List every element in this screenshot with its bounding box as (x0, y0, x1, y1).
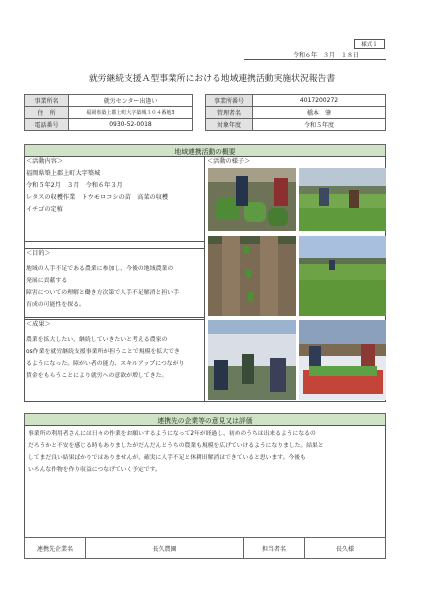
address-value: 福岡県築上郡上町大字築城３０４番地3 (68, 106, 193, 119)
activity-line-1: 福岡県築上郡上町大字築城 (26, 170, 101, 177)
partner-name-label: 連携先企業名 (24, 537, 86, 559)
photo-harvest-crates (299, 320, 386, 400)
office-number-value: 4017200272 (252, 94, 386, 107)
form-number-tag (354, 39, 385, 49)
result-line-2: os作業を就労継続支援事業所が担うことで規模を拡大でき (26, 349, 180, 355)
photo-seedling-rows (208, 236, 296, 316)
activity-content-label: ＜活動内容＞ (26, 158, 64, 165)
activity-line-2: 令和５年2月 ３月 令和６年３月 (26, 182, 123, 189)
page-title: 就労継続支援Ａ型事業所における地域連携活動実施状況報告書 (88, 74, 336, 84)
photo-greenhouse (208, 320, 296, 400)
photos-label: ＜活動の様子＞ (207, 158, 251, 165)
goal-line-3: 障害についての理解と働き方次第で人手不足解消と担い手 (26, 290, 180, 296)
photo-lettuce-harvest (208, 168, 296, 231)
evaluation-line-4: いろんな作物を作り収益につなげていく予定です。 (28, 467, 161, 473)
goal-line-2: 発展に貢献する (26, 278, 68, 284)
evaluation-line-2: だろうかと不安を感じる時もありましたがだんだんとうちの農業も規模を広げていけるようになりました。結果と (28, 443, 324, 449)
result-line-3: るようになった。障がい者の能力、スキルアップにつながり (26, 361, 185, 367)
manager-label: 管理者名 (205, 106, 253, 119)
result-label: ＜成果＞ (26, 321, 51, 328)
goal-line-1: 地域の人手不足である農業に参加し、今後の地域農業の (26, 266, 174, 272)
activity-line-4: イチゴの定植 (26, 206, 63, 213)
contact-name-value: 長久様 (304, 537, 386, 559)
phone-value: 0930-52-0018 (68, 118, 193, 131)
phone-label: 電話番号 (24, 118, 69, 131)
report-date: 令和６年 ３月 １８日 (293, 52, 360, 59)
form-number-text: 様式１ (361, 42, 378, 48)
section-evaluation-heading: 連携先の企業等の意見又は評価 (24, 413, 386, 426)
goal-label: ＜目的＞ (26, 250, 51, 257)
partner-name-value: 長久農園 (85, 537, 244, 559)
year-value: 令和５年度 (252, 118, 386, 131)
evaluation-line-1: 事業所の利用者さんには日々の作業をお願いするようになって2年が経過し、初めのうちは出来るようになるの (28, 431, 316, 437)
evaluation-line-3: してまだ良い結果ばかりではありませんが、確実に人手不足と休耕田解消はできていると思います。今後も (28, 455, 306, 461)
goal-line-4: 育成の可能性を探る。 (26, 302, 85, 308)
manager-value: 橋本 肇 (252, 106, 386, 119)
date-underline (244, 59, 386, 60)
office-name-value: 就労センター出逢い (68, 94, 193, 107)
photo-field-workers (299, 168, 386, 231)
result-line-4: 賃金をもらうことにより就労への意欲が増してきた。 (26, 373, 168, 379)
section-activity-heading: 地域連携活動の概要 (24, 144, 386, 157)
photo-crop-field (299, 236, 386, 316)
office-number-label: 事業所番号 (205, 94, 253, 107)
contact-name-label: 担当者名 (243, 537, 305, 559)
activity-line-3: レタスの収穫作業 トウモロコシの苗 高菜の収穫 (26, 194, 169, 201)
result-line-1: 農業を拡大したい、継続していきたいと考える農家の (26, 337, 168, 343)
year-label: 対象年度 (205, 118, 253, 131)
office-name-label: 事業所名 (24, 94, 69, 107)
address-label: 住 所 (24, 106, 69, 119)
